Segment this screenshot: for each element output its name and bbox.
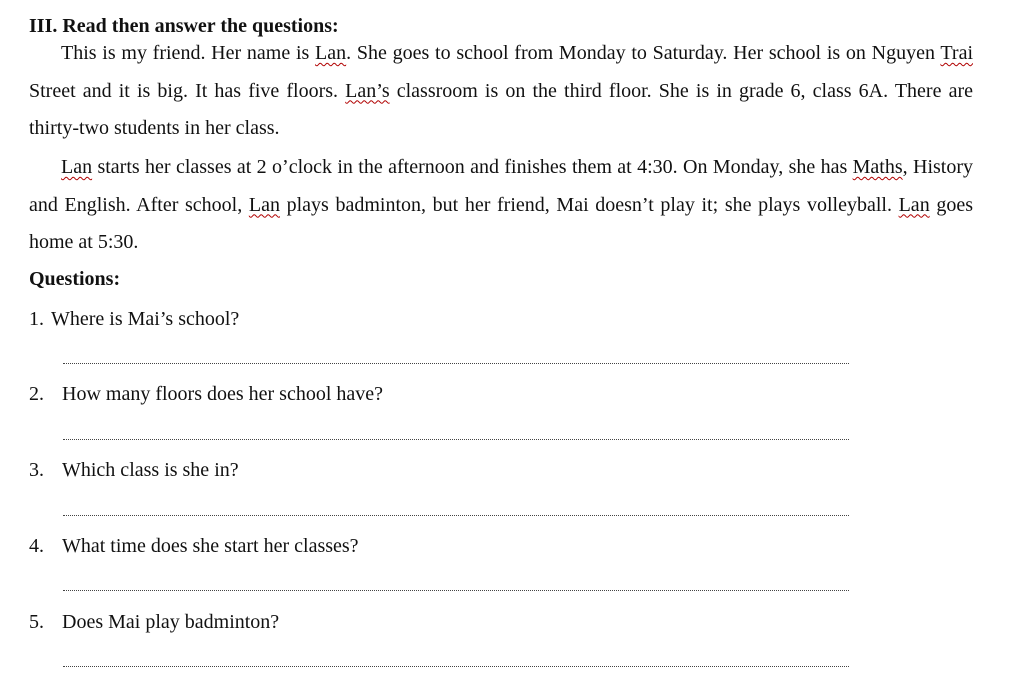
paragraph-text: . She goes to school from Monday to Saturday. Her school is on Nguyen (346, 42, 941, 64)
question-text: What time does she start her classes? (62, 535, 359, 557)
paragraph-text: classroom is on the third floor. She is in grade 6, class 6A. There are thirty-two students in her class. (29, 79, 973, 139)
paragraph-text: This is my friend. Her name is (61, 42, 316, 64)
spellcheck-word: Lan (898, 193, 930, 216)
question-text: Which class is she in? (62, 459, 239, 481)
questions-heading: Questions: (29, 268, 121, 290)
paragraph-text: plays badminton, but her friend, Mai doesn’t play it; she plays volleyball. (279, 193, 899, 216)
question-number: 3. (29, 459, 44, 481)
section-heading: III. Read then answer the questions: (29, 15, 339, 37)
question-text: How many floors does her school have? (62, 383, 384, 405)
answer-line-1[interactable] (63, 363, 849, 364)
question-2 (29, 383, 929, 406)
paragraph-text: , History and English. After school, (29, 156, 974, 216)
paragraph-text: Street and it is big. It has five floors. (29, 79, 346, 102)
question-number: 2. (29, 383, 44, 405)
answer-line-3[interactable] (63, 515, 849, 516)
spellcheck-word: Trai (940, 42, 973, 64)
answer-line-5[interactable] (63, 666, 849, 667)
question-number: 4. (29, 535, 44, 557)
question-1 (29, 308, 929, 331)
paragraph-text: starts her classes at 2 o’clock in the afternoon and finishes them at 4:30. On Monday, she has (92, 156, 853, 178)
question-text: Does Mai play badminton? (62, 611, 280, 633)
spellcheck-word: Lan (315, 42, 347, 64)
answer-line-2[interactable] (63, 439, 849, 440)
answer-line-4[interactable] (63, 590, 849, 591)
reading-paragraph-2 (29, 149, 973, 262)
spellcheck-word: Lan’s (345, 79, 390, 102)
spellcheck-word: Lan (61, 156, 93, 178)
question-number: 1. (29, 308, 44, 330)
question-number: 5. (29, 611, 44, 633)
paragraph-text: goes home at 5:30. (29, 193, 973, 253)
question-4 (29, 535, 929, 558)
reading-paragraph-1 (29, 35, 973, 148)
question-text: Where is Mai’s school? (51, 308, 240, 330)
spellcheck-word: Lan (248, 193, 280, 216)
spellcheck-word: Maths (852, 156, 903, 178)
question-5 (29, 611, 929, 634)
question-3 (29, 459, 929, 482)
